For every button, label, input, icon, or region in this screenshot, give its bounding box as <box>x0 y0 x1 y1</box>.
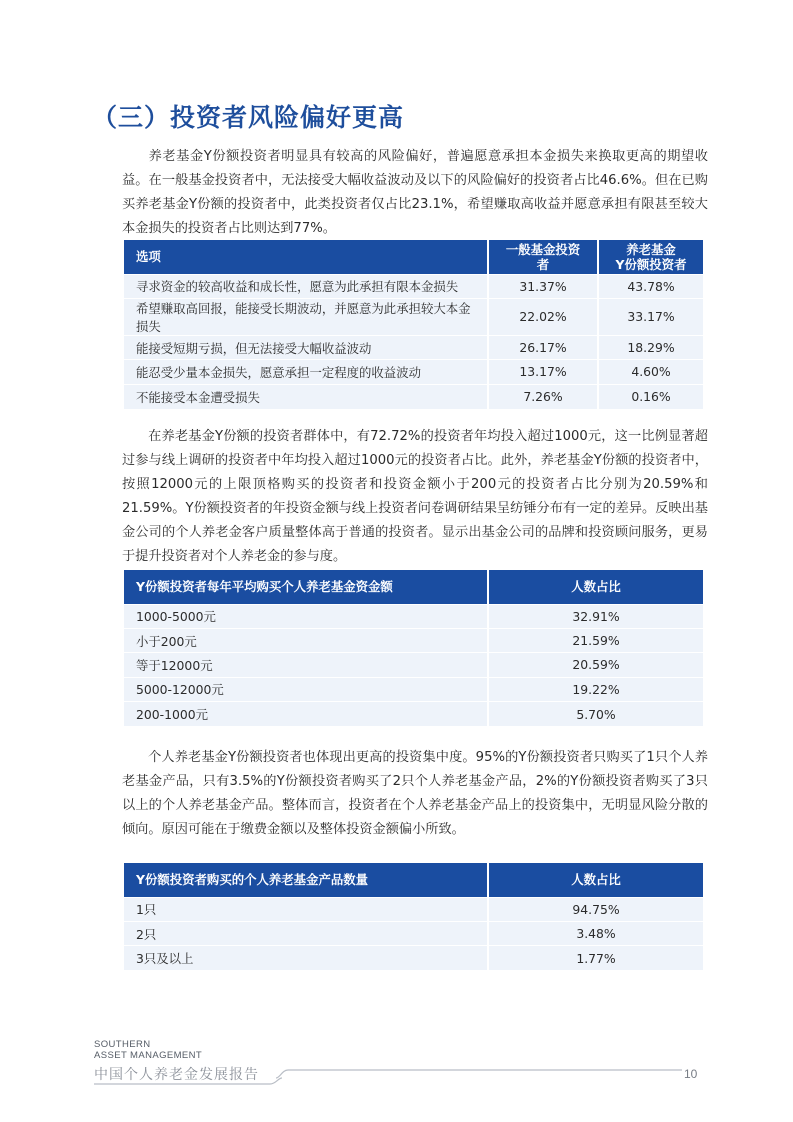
share-value-cell: 32.91% <box>488 604 703 628</box>
header-share: 人数占比 <box>488 570 703 604</box>
y-share-value-cell: 0.16% <box>598 384 703 408</box>
share-value-cell: 3.48% <box>488 921 703 945</box>
y-share-value-cell: 33.17% <box>598 298 703 335</box>
product-count-cell: 1只 <box>124 897 488 921</box>
header-y-share-line2: Y份额投资者 <box>615 256 687 272</box>
table-row <box>124 384 703 408</box>
table-row <box>124 897 703 921</box>
option-cell: 希望赚取高回报，能接受长期波动，并愿意为此承担较大本金损失 <box>124 298 488 335</box>
option-cell: 寻求资金的较高收益和成长性，愿意为此承担有限本金损失 <box>124 274 488 298</box>
table-row <box>124 921 703 945</box>
product-count-table <box>124 863 703 970</box>
header-general-investors: 一般基金投资者 <box>488 240 598 274</box>
paragraph-text: 个人养老基金Y份额投资者也体现出更高的投资集中度。95%的Y份额投资者只购买了1只个人养老基金产品，只有3.5%的Y份额投资者购买了2只个人养老基金产品，2%的Y份额投资者购买了3只以上的个人养老基金产品。整体而言，投资者在个人养老基金产品上的投资集中，无明显风险分散的倾向。原因可能在于缴费金额以及整体投资金额偏小所致。 <box>122 750 708 837</box>
paragraph-text: 养老基金Y份额投资者明显具有较高的风险偏好，普遍愿意承担本金损失来换取更高的期望收益。在一般基金投资者中，无法接受大幅收益波动及以下的风险偏好的投资者占比46.6%。但在已购买养老基金Y份额的投资者中，此类投资者仅占比23.1%，希望赚取高收益并愿意承担有限甚至较大本金损失的投资者占比则达到77%。 <box>122 149 708 236</box>
general-value-cell: 22.02% <box>488 298 598 335</box>
amount-range-cell: 等于12000元 <box>124 653 488 677</box>
page-number: 10 <box>684 1067 698 1081</box>
table-row <box>124 360 703 384</box>
y-share-value-cell: 18.29% <box>598 335 703 359</box>
share-value-cell: 94.75% <box>488 897 703 921</box>
paragraph-text: 在养老基金Y份额的投资者群体中，有72.72%的投资者年均投入超过1000元，这一比例显著超过参与线上调研的投资者中年均投入超过1000元的投资者占比。此外，养老基金Y份额的投资者中，按照12000元的上限顶格购买的投资者和投资金额小于200元的投资者占比分别为20.59%和21.59%。Y份额投资者的年投资金额与线上投资者问卷调研结果呈纺锤分布有一定的差异。反映出基金公司的个人养老金客户质量整体高于普通的投资者。显示出基金公司的品牌和投资顾问服务，更易于提升投资者对个人养老金的参与度。 <box>122 429 708 564</box>
annual-amount-table <box>124 570 703 726</box>
header-share: 人数占比 <box>488 863 703 897</box>
option-cell: 不能接受本金遭受损失 <box>124 384 488 408</box>
share-value-cell: 19.22% <box>488 677 703 701</box>
general-value-cell: 31.37% <box>488 274 598 298</box>
paragraph-investment-amount <box>122 425 708 569</box>
table-row <box>124 274 703 298</box>
table-row <box>124 604 703 628</box>
section-heading: （三）投资者风险偏好更高 <box>92 103 405 132</box>
share-value-cell: 1.77% <box>488 946 703 970</box>
paragraph-concentration <box>122 746 708 842</box>
brand-line-1: SOUTHERN <box>94 1039 151 1050</box>
header-annual-amount: Y份额投资者每年平均购买个人养老基金资金额 <box>124 570 488 604</box>
product-count-cell: 3只及以上 <box>124 946 488 970</box>
general-value-cell: 26.17% <box>488 335 598 359</box>
paragraph-risk-preference <box>122 145 708 241</box>
table-row <box>124 298 703 335</box>
table-row <box>124 946 703 970</box>
option-cell: 能忍受少量本金损失，愿意承担一定程度的收益波动 <box>124 360 488 384</box>
header-product-count: Y份额投资者购买的个人养老基金产品数量 <box>124 863 488 897</box>
footer-report-title: 中国个人养老金发展报告 <box>94 1067 259 1083</box>
y-share-value-cell: 43.78% <box>598 274 703 298</box>
amount-range-cell: 小于200元 <box>124 628 488 652</box>
product-count-cell: 2只 <box>124 921 488 945</box>
table-row <box>124 335 703 359</box>
share-value-cell: 20.59% <box>488 653 703 677</box>
table-row <box>124 677 703 701</box>
y-share-value-cell: 4.60% <box>598 360 703 384</box>
brand-line-2: ASSET MANAGEMENT <box>94 1050 203 1061</box>
share-value-cell: 21.59% <box>488 628 703 652</box>
amount-range-cell: 200-1000元 <box>124 702 488 726</box>
share-value-cell: 5.70% <box>488 702 703 726</box>
header-y-share-investors <box>598 240 703 274</box>
table-row <box>124 702 703 726</box>
table-row <box>124 653 703 677</box>
amount-range-cell: 1000-5000元 <box>124 604 488 628</box>
footer-brand-logo <box>94 1039 202 1061</box>
header-y-share-line1: 养老基金 <box>626 241 676 257</box>
general-value-cell: 13.17% <box>488 360 598 384</box>
risk-preference-table <box>124 240 703 409</box>
table-row <box>124 628 703 652</box>
footer-divider-curve <box>276 1070 682 1078</box>
general-value-cell: 7.26% <box>488 384 598 408</box>
option-cell: 能接受短期亏损，但无法接受大幅收益波动 <box>124 335 488 359</box>
amount-range-cell: 5000-12000元 <box>124 677 488 701</box>
header-option: 选项 <box>124 240 488 274</box>
